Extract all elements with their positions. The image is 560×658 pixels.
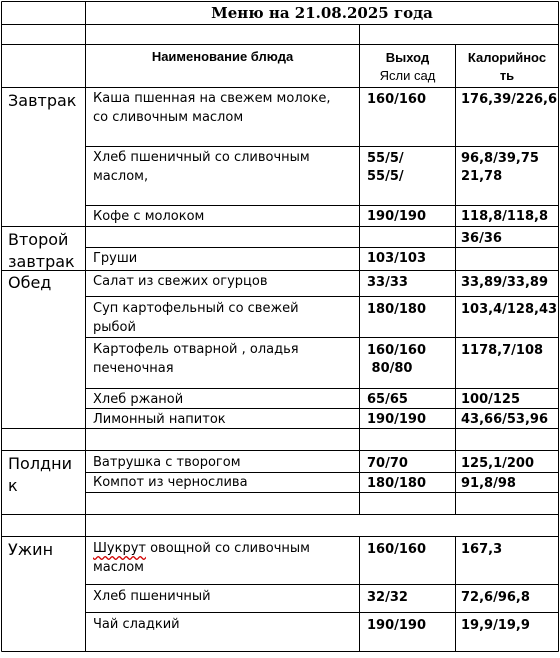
yield-value: 103/103	[367, 251, 427, 266]
dish-name-line	[93, 539, 310, 558]
column-header-calories-line1: Калорийнос	[467, 50, 547, 65]
dish-name-line: маслом	[93, 560, 144, 575]
meal-label-second-breakfast-line1: Второй	[8, 230, 69, 249]
yield-value: 55/5/	[367, 151, 404, 166]
meal-label-snack-line2: к	[8, 476, 18, 495]
dish-name-line: Хлеб пшеничный со сливочным	[93, 150, 310, 165]
dish-name-line: Компот из чернослива	[93, 475, 248, 490]
yield-value: 32/32	[367, 590, 408, 605]
dish-name-line: маслом,	[93, 169, 149, 184]
meal-label-second-breakfast-line2: завтрак	[8, 252, 75, 271]
yield-value: 190/190	[367, 618, 427, 633]
calories-value: 91,8/98	[461, 476, 516, 491]
dish-name-line: со сливочным маслом	[93, 110, 244, 125]
calories-value: 72,6/96,8	[461, 590, 530, 605]
calories-value: 167,3	[461, 542, 503, 557]
calories-value: 19,9/19,9	[461, 618, 530, 633]
calories-value: 36/36	[461, 231, 502, 246]
calories-value: 125,1/200	[461, 456, 535, 471]
column-header-calories-line2: ть	[499, 68, 515, 83]
calories-value: 118,8/118,8	[461, 209, 548, 224]
dish-name-line: Картофель отварной , оладья	[93, 342, 299, 357]
dish-name-part: овощной со сливочным	[145, 541, 310, 556]
dish-name-line: Ватрушка с творогом	[93, 455, 241, 470]
dish-name-line: Хлеб ржаной	[93, 392, 184, 407]
dish-name-line: Хлеб пшеничный	[93, 589, 211, 604]
meal-label-lunch: Обед	[8, 273, 52, 292]
dish-name-line: печеночная	[93, 361, 174, 376]
spellcheck-word: Шукрут	[93, 541, 146, 556]
calories-value: 100/125	[461, 392, 521, 407]
yield-value: 70/70	[367, 456, 408, 471]
yield-value: 190/190	[367, 412, 427, 427]
calories-value: 96,8/39,75	[461, 151, 539, 166]
calories-value: 21,78	[461, 169, 503, 184]
column-header-yield: Выход	[385, 50, 430, 65]
meal-label-breakfast: Завтрак	[8, 91, 77, 110]
column-header-name: Наименование блюда	[151, 49, 294, 64]
yield-value: 160/160	[367, 542, 427, 557]
dish-name-line: Каша пшенная на свежем молоке,	[93, 91, 331, 106]
yield-value: 180/180	[367, 302, 427, 317]
calories-value: 43,66/53,96	[461, 412, 548, 427]
yield-value: 160/160	[367, 92, 427, 107]
yield-value: 33/33	[367, 275, 408, 290]
dish-name-line: Суп картофельный со свежей	[93, 301, 299, 316]
dish-name-line: Салат из свежих огурцов	[93, 274, 268, 289]
meal-label-dinner: Ужин	[8, 540, 54, 559]
yield-value: 55/5/	[367, 169, 404, 184]
calories-value: 103,4/128,43	[461, 302, 558, 317]
meal-label-snack-line1: Полдни	[8, 454, 72, 473]
yield-value: 80/80	[367, 361, 413, 376]
dish-name-line: Кофе с молоком	[93, 209, 205, 224]
calories-value: 176,39/226,6	[461, 92, 558, 107]
column-header-yield-sub: Ясли сад	[379, 68, 436, 83]
yield-value: 180/180	[367, 476, 427, 491]
calories-value: 1178,7/108	[461, 343, 544, 358]
dish-name-line: Груши	[93, 251, 138, 266]
dish-name-line: Лимонный напиток	[93, 412, 226, 427]
yield-value: 65/65	[367, 392, 408, 407]
dish-name-line: рыбой	[93, 320, 136, 335]
page-title: Меню на 21.08.2025 года	[211, 4, 433, 22]
calories-value: 33,89/33,89	[461, 275, 548, 290]
dish-name-line: Чай сладкий	[93, 617, 180, 632]
yield-value: 190/190	[367, 209, 427, 224]
yield-value: 160/160	[367, 343, 427, 358]
